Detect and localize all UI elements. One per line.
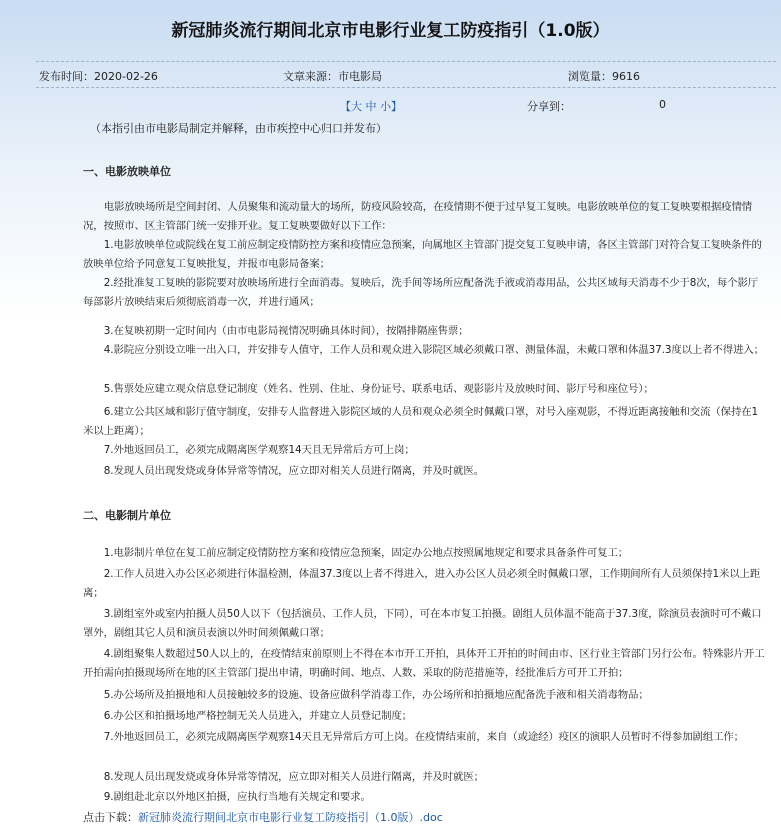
publish-date: 2020-02-26 [94,70,158,83]
font-size-small[interactable]: 小 [380,100,391,113]
views-label: 浏览量： [568,70,612,83]
divider-meta [36,87,776,88]
list-item: 8.发现人员出现发烧或身体异常等情况，应立即对相关人员进行隔离，并及时就医。 [103,465,484,477]
source-value: 市电影局 [338,70,382,83]
views-value: 9616 [612,70,640,83]
share-label: 分享到： [527,100,571,113]
download-label: 点击下载： [83,811,138,824]
download-link[interactable]: 新冠肺炎流行期间北京市电影行业复工防疫指引（1.0版）.doc [138,811,443,824]
list-item: 7.外地返回员工，必须完成隔离医学观察14天且无异常后方可上岗； [103,444,415,456]
section-1-heading: 一、电影放映单位 [83,165,171,178]
divider-top [36,61,776,62]
list-item: 4.影院应分别设立唯一出入口，并安排专人值守，工作人员和观众进入影院区域必须戴口罩、测量体温，未戴口罩和体温37.3度以上者不得进入； [103,344,764,356]
list-item: 5.办公场所及拍摄地和人员接触较多的设施、设备应做科学消毒工作，办公场所和拍摄地应配备洗手液和相关消毒物品； [103,689,649,701]
share-count: 0 [659,98,666,111]
publish-label: 发布时间： [39,70,94,83]
source-label: 文章来源： [283,70,338,83]
list-item: 7.外地返回员工，必须完成隔离医学观察14天且无异常后方可上岗。在疫情结束前，来自（或途经）疫区的演职人员暂时不得参加剧组工作； [103,731,744,743]
section-2-heading: 二、电影制片单位 [83,509,171,522]
issuer-note: （本指引由市电影局制定并解释，由市疾控中心归口并发布） [90,122,387,135]
font-size-large[interactable]: 大 [351,100,362,113]
list-item: 9.剧组赴北京以外地区拍摄，应执行当地有关规定和要求。 [103,791,371,803]
article-source [283,68,382,84]
list-item: 3.在复映初期一定时间内（由市电影局视情况明确具体时间），按隔排隔座售票； [103,325,469,337]
list-item: 8.发现人员出现发烧或身体异常等情况，应立即对相关人员进行隔离，并及时就医； [103,771,484,783]
bracket-open: 【 [340,100,351,113]
list-item: 3.剧组室外或室内拍摄人员50人以下（包括演员、工作人员，下同），可在本市复工拍摄。剧组人员体温不能高于37.3度，除演员表演时可不戴口罩外，剧组其它人员和演员表演以外时间须佩戴口罩； [83,608,762,639]
list-item: 1.电影制片单位在复工前应制定疫情防控方案和疫情应急预案，固定办公地点按照属地规定和要求具备条件可复工； [103,547,629,559]
list-item: 4.剧组聚集人数超过50人以上的，在疫情结束前原则上不得在本市开工开拍，具体开工开拍的时间由市、区行业主管部门另行公布。特殊影片开工开拍需向拍摄现场所在地的区主管部门提出申请，明确时间、地点、人数、采取的防范措施等，经批准后方可开工开拍； [83,648,765,679]
bracket-close: 】 [391,100,402,113]
publish-time [39,68,158,84]
section-1-intro: 电影放映场所是空间封闭、人员聚集和流动量大的场所，防疫风险较高，在疫情期不便于过早复工复映。电影放映单位的复工复映要根据疫情情况，按照市、区主管部门统一安排开业。复工复映要做好以下工作： [83,201,753,232]
page-title: 新冠肺炎流行期间北京市电影行业复工防疫指引（1.0版） [171,21,610,41]
list-item: 6.建立公共区域和影厅值守制度，安排专人监督进入影院区域的人员和观众必须全时佩戴口罩，对号入座观影，不得近距离接触和交流（保持在1米以上距离）； [83,406,759,437]
font-size-switcher [340,98,402,114]
list-item: 5.售票处应建立观众信息登记制度（姓名、性别、住址、身份证号、联系电话、观影影片及放映时间、影厅号和座位号）； [103,383,654,395]
download-row [83,809,443,825]
font-size-medium[interactable]: 中 [365,100,377,113]
view-count [568,68,640,84]
list-item: 6.办公区和拍摄场地严格控制无关人员进入，并建立人员登记制度； [103,710,412,722]
list-item: 1.电影放映单位或院线在复工前应制定疫情防控方案和疫情应急预案，向属地区主管部门提交复工复映申请，各区主管部门对符合复工复映条件的放映单位给予同意复工复映批复，并报市电影局备案； [83,239,762,270]
list-item: 2.工作人员进入办公区必须进行体温检测，体温37.3度以上者不得进入，进入办公区人员必须全时佩戴口罩，工作期间所有人员须保持1米以上距离； [83,568,761,599]
list-item: 2.经批准复工复映的影院要对放映场所进行全面消毒。复映后，洗手间等场所应配备洗手液或消毒用品，公共区域每天消毒不少于8次，每个影厅每部影片放映结束后须彻底消毒一次，并进行通风； [83,277,759,308]
